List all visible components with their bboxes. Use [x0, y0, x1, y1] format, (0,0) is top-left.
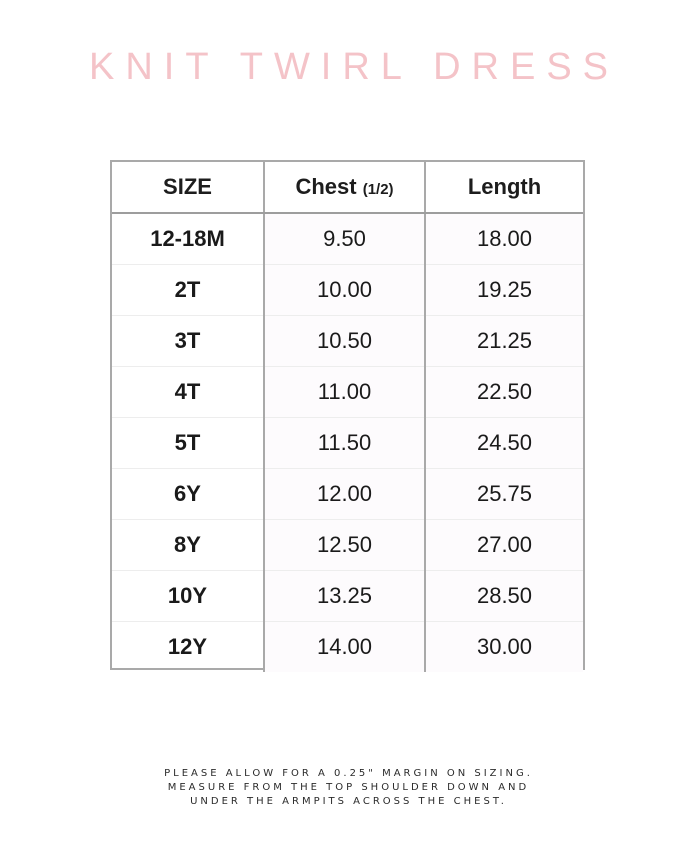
length-cell: 30.00: [425, 622, 583, 673]
size-cell: 2T: [112, 265, 264, 316]
size-cell: 8Y: [112, 520, 264, 571]
length-cell: 24.50: [425, 418, 583, 469]
sizing-note: [0, 767, 697, 809]
table-row: [112, 367, 583, 418]
table-header-row: [112, 162, 583, 213]
size-table: [112, 162, 583, 672]
column-header-length: Length: [425, 162, 583, 213]
size-cell: 5T: [112, 418, 264, 469]
table-row: [112, 265, 583, 316]
table-row: [112, 418, 583, 469]
chest-cell: 10.00: [264, 265, 425, 316]
size-cell: 10Y: [112, 571, 264, 622]
length-cell: 22.50: [425, 367, 583, 418]
size-cell: 6Y: [112, 469, 264, 520]
chest-cell: 13.25: [264, 571, 425, 622]
column-header-size: SIZE: [112, 162, 264, 213]
chest-cell: 11.50: [264, 418, 425, 469]
column-header-chest: [264, 162, 425, 213]
chest-cell: 14.00: [264, 622, 425, 673]
length-cell: 27.00: [425, 520, 583, 571]
column-header-chest-label: Chest: [295, 174, 357, 199]
size-cell: 12-18M: [112, 213, 264, 265]
table-row: [112, 316, 583, 367]
table-row: [112, 213, 583, 265]
size-chart: [110, 160, 585, 670]
chest-cell: 12.50: [264, 520, 425, 571]
chest-cell: 12.00: [264, 469, 425, 520]
chest-cell: 11.00: [264, 367, 425, 418]
column-header-chest-suffix: (1/2): [362, 181, 394, 198]
table-row: [112, 469, 583, 520]
length-cell: 25.75: [425, 469, 583, 520]
length-cell: 28.50: [425, 571, 583, 622]
table-row: [112, 622, 583, 673]
table-row: [112, 571, 583, 622]
size-cell: 4T: [112, 367, 264, 418]
length-cell: 21.25: [425, 316, 583, 367]
sizing-note-line-2: MEASURE FROM THE TOP SHOULDER DOWN AND: [167, 782, 530, 793]
length-cell: 19.25: [425, 265, 583, 316]
sizing-note-line-1: PLEASE ALLOW FOR A 0.25" MARGIN ON SIZING.: [164, 768, 533, 779]
chest-cell: 9.50: [264, 213, 425, 265]
size-cell: 3T: [112, 316, 264, 367]
sizing-note-line-3: UNDER THE ARMPITS ACROSS THE CHEST.: [190, 796, 507, 807]
page-title: KNIT TWIRL DRESS: [88, 46, 620, 88]
size-cell: 12Y: [112, 622, 264, 673]
table-row: [112, 520, 583, 571]
length-cell: 18.00: [425, 213, 583, 265]
chest-cell: 10.50: [264, 316, 425, 367]
